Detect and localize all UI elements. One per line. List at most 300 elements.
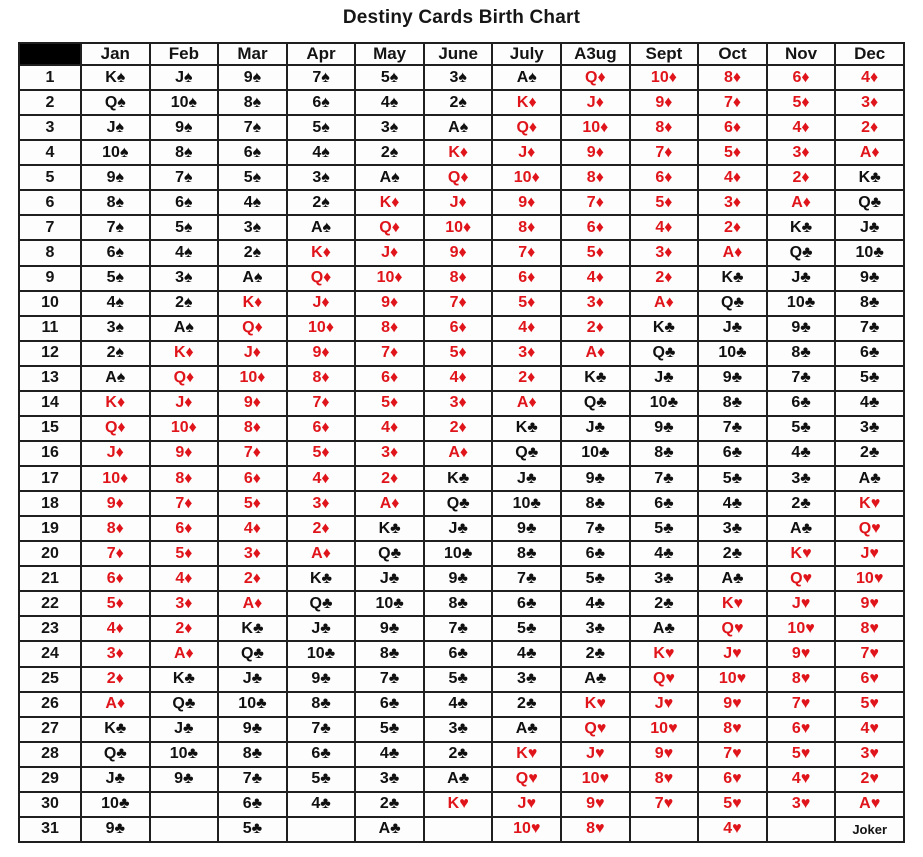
card-cell: 3♠ (355, 115, 424, 140)
card-cell: 3♥ (767, 792, 836, 817)
card-cell: 8♥ (630, 767, 699, 792)
day-label: 26 (19, 692, 81, 717)
card-cell: J♣ (561, 416, 630, 441)
table-row-day-30 (19, 792, 904, 817)
card-cell: 8♦ (698, 65, 767, 90)
card-cell: J♥ (767, 591, 836, 616)
card-cell: 6♠ (218, 140, 287, 165)
card-cell: J♦ (287, 291, 356, 316)
card-cell: 3♣ (561, 616, 630, 641)
card-cell: 8♠ (218, 90, 287, 115)
column-header-dec: Dec (835, 43, 904, 65)
card-cell: Q♣ (492, 441, 561, 466)
card-cell: A♠ (81, 366, 150, 391)
card-cell: 8♦ (424, 266, 493, 291)
card-cell: K♣ (492, 416, 561, 441)
page-title: Destiny Cards Birth Chart (342, 7, 581, 28)
column-header-sept: Sept (630, 43, 699, 65)
day-label: 8 (19, 240, 81, 265)
card-cell: 9♥ (630, 742, 699, 767)
day-label: 25 (19, 667, 81, 692)
empty-cell (424, 817, 493, 842)
card-cell: 7♦ (150, 491, 219, 516)
card-cell: 7♣ (287, 717, 356, 742)
empty-cell (287, 817, 356, 842)
card-cell: A♦ (150, 641, 219, 666)
card-cell: 8♦ (492, 215, 561, 240)
card-cell: 8♣ (492, 541, 561, 566)
card-cell: 9♥ (698, 692, 767, 717)
day-label: 31 (19, 817, 81, 842)
birth-chart-table (18, 42, 905, 843)
card-cell: 9♠ (150, 115, 219, 140)
card-cell: 4♦ (492, 316, 561, 341)
card-cell: Q♥ (767, 566, 836, 591)
card-cell: 8♦ (150, 466, 219, 491)
card-cell: 3♦ (835, 90, 904, 115)
card-cell: 7♠ (287, 65, 356, 90)
column-header-july: July (492, 43, 561, 65)
card-cell: 5♦ (81, 591, 150, 616)
card-cell: 6♥ (767, 717, 836, 742)
card-cell: 6♥ (835, 667, 904, 692)
card-cell: 5♠ (355, 65, 424, 90)
card-cell: 9♣ (835, 266, 904, 291)
card-cell: 7♦ (355, 341, 424, 366)
card-cell: 7♠ (218, 115, 287, 140)
card-cell: Q♥ (698, 616, 767, 641)
card-cell: K♣ (424, 466, 493, 491)
day-label: 20 (19, 541, 81, 566)
card-cell: Q♥ (492, 767, 561, 792)
card-cell: 9♣ (561, 466, 630, 491)
card-cell: A♠ (424, 115, 493, 140)
card-cell: 2♣ (561, 641, 630, 666)
card-cell: 4♦ (81, 616, 150, 641)
column-header-mar: Mar (218, 43, 287, 65)
card-cell: 7♦ (81, 541, 150, 566)
card-cell: K♥ (424, 792, 493, 817)
card-cell: 4♦ (767, 115, 836, 140)
card-cell: 5♠ (150, 215, 219, 240)
card-cell: 5♦ (355, 391, 424, 416)
card-cell: 6♣ (355, 692, 424, 717)
card-cell: 4♦ (355, 416, 424, 441)
card-cell: 7♦ (698, 90, 767, 115)
card-cell: 10♣ (698, 341, 767, 366)
card-cell: K♣ (561, 366, 630, 391)
card-cell: 5♠ (287, 115, 356, 140)
card-cell: J♣ (835, 215, 904, 240)
card-cell: 5♠ (218, 165, 287, 190)
card-cell: 6♦ (81, 566, 150, 591)
table-row-day-10 (19, 291, 904, 316)
card-cell: 8♦ (287, 366, 356, 391)
card-cell: 2♦ (630, 266, 699, 291)
card-cell: 8♠ (150, 140, 219, 165)
card-cell: A♠ (150, 316, 219, 341)
card-cell: 6♦ (698, 115, 767, 140)
day-label: 28 (19, 742, 81, 767)
card-cell: 6♣ (767, 391, 836, 416)
card-cell: 10♣ (355, 591, 424, 616)
card-cell: 3♣ (630, 566, 699, 591)
card-cell: 3♦ (698, 190, 767, 215)
card-cell: 4♥ (767, 767, 836, 792)
card-cell: A♦ (561, 341, 630, 366)
table-row-day-13 (19, 366, 904, 391)
table-row-day-3 (19, 115, 904, 140)
card-cell: 7♣ (355, 667, 424, 692)
card-cell: 9♥ (561, 792, 630, 817)
card-cell: 5♣ (355, 717, 424, 742)
card-cell: 2♦ (218, 566, 287, 591)
card-cell: Q♣ (698, 291, 767, 316)
card-cell: 2♦ (150, 616, 219, 641)
card-cell: 9♣ (630, 416, 699, 441)
card-cell: 7♣ (561, 516, 630, 541)
card-cell: 5♦ (698, 140, 767, 165)
table-row-day-23 (19, 616, 904, 641)
day-label: 7 (19, 215, 81, 240)
day-label: 17 (19, 466, 81, 491)
day-label: 22 (19, 591, 81, 616)
card-cell: 3♣ (355, 767, 424, 792)
card-cell: K♣ (835, 165, 904, 190)
card-cell: J♠ (150, 65, 219, 90)
card-cell: Q♦ (561, 65, 630, 90)
card-cell: 4♣ (492, 641, 561, 666)
card-cell: 10♥ (561, 767, 630, 792)
card-cell: Q♣ (287, 591, 356, 616)
card-cell: Q♠ (81, 90, 150, 115)
day-label: 18 (19, 491, 81, 516)
card-cell: 3♦ (630, 240, 699, 265)
table-body (19, 65, 904, 842)
card-cell: 2♣ (424, 742, 493, 767)
card-cell: K♥ (630, 641, 699, 666)
card-cell: J♠ (81, 115, 150, 140)
card-cell: 6♣ (698, 441, 767, 466)
card-cell: 3♦ (355, 441, 424, 466)
card-cell: J♦ (218, 341, 287, 366)
card-cell: 4♣ (835, 391, 904, 416)
card-cell: 3♣ (767, 466, 836, 491)
card-cell: 2♠ (355, 140, 424, 165)
card-cell: 3♦ (767, 140, 836, 165)
day-label: 23 (19, 616, 81, 641)
card-cell: J♥ (698, 641, 767, 666)
table-row-day-6 (19, 190, 904, 215)
card-cell: 9♠ (81, 165, 150, 190)
card-cell: 3♠ (81, 316, 150, 341)
card-cell: 7♦ (287, 391, 356, 416)
card-cell: 10♦ (218, 366, 287, 391)
card-cell: 7♦ (492, 240, 561, 265)
card-cell: J♦ (424, 190, 493, 215)
card-cell: 9♣ (767, 316, 836, 341)
card-cell: 2♦ (835, 115, 904, 140)
card-cell: A♠ (492, 65, 561, 90)
card-cell: 5♦ (150, 541, 219, 566)
card-cell: J♥ (561, 742, 630, 767)
card-cell: K♣ (698, 266, 767, 291)
card-cell: K♦ (424, 140, 493, 165)
column-header-apr: Apr (287, 43, 356, 65)
card-cell: 10♦ (492, 165, 561, 190)
card-cell: A♦ (835, 140, 904, 165)
card-cell: 9♣ (698, 366, 767, 391)
card-cell: 2♠ (81, 341, 150, 366)
table-row-day-17 (19, 466, 904, 491)
card-cell: 10♣ (81, 792, 150, 817)
card-cell: 10♣ (218, 692, 287, 717)
card-cell: Q♣ (81, 742, 150, 767)
card-cell: 4♦ (218, 516, 287, 541)
card-cell: 4♥ (835, 717, 904, 742)
card-cell: J♦ (492, 140, 561, 165)
table-row-day-26 (19, 692, 904, 717)
card-cell: 7♣ (218, 767, 287, 792)
card-cell: 6♣ (835, 341, 904, 366)
card-cell: 4♦ (150, 566, 219, 591)
day-label: 3 (19, 115, 81, 140)
card-cell: 10♠ (150, 90, 219, 115)
card-cell: 10♦ (81, 466, 150, 491)
table-row-day-1 (19, 65, 904, 90)
card-cell: K♣ (355, 516, 424, 541)
card-cell: 10♣ (287, 641, 356, 666)
card-cell: A♣ (698, 566, 767, 591)
card-cell: 10♣ (150, 742, 219, 767)
card-cell: 6♦ (355, 366, 424, 391)
card-cell: 2♦ (492, 366, 561, 391)
card-cell: Q♣ (767, 240, 836, 265)
card-cell: 8♠ (81, 190, 150, 215)
day-label: 14 (19, 391, 81, 416)
card-cell: 2♣ (355, 792, 424, 817)
day-label: 6 (19, 190, 81, 215)
table-row-day-25 (19, 667, 904, 692)
card-cell: 6♦ (150, 516, 219, 541)
card-cell: 6♣ (287, 742, 356, 767)
card-cell: A♦ (218, 591, 287, 616)
card-cell: 10♦ (150, 416, 219, 441)
day-label: 16 (19, 441, 81, 466)
card-cell: 4♥ (698, 817, 767, 842)
card-cell: 2♣ (630, 591, 699, 616)
card-cell: 10♥ (698, 667, 767, 692)
day-label: 2 (19, 90, 81, 115)
card-cell: 3♣ (835, 416, 904, 441)
card-cell: 3♥ (835, 742, 904, 767)
card-cell: 5♦ (630, 190, 699, 215)
card-cell: A♣ (630, 616, 699, 641)
table-row-day-7 (19, 215, 904, 240)
card-cell: 2♣ (835, 441, 904, 466)
card-cell: K♥ (835, 491, 904, 516)
card-cell: 10♣ (561, 441, 630, 466)
card-cell: J♣ (150, 717, 219, 742)
card-cell: Q♦ (218, 316, 287, 341)
day-label: 11 (19, 316, 81, 341)
card-cell: 6♥ (698, 767, 767, 792)
card-cell: 3♠ (150, 266, 219, 291)
empty-cell (630, 817, 699, 842)
card-cell: A♠ (287, 215, 356, 240)
card-cell: 4♣ (424, 692, 493, 717)
card-cell: 9♥ (835, 591, 904, 616)
card-cell: 8♣ (698, 391, 767, 416)
card-cell: 3♦ (561, 291, 630, 316)
card-cell: Q♦ (355, 215, 424, 240)
card-cell: 9♣ (492, 516, 561, 541)
card-cell: A♦ (492, 391, 561, 416)
table-row-day-31 (19, 817, 904, 842)
day-label: 29 (19, 767, 81, 792)
card-cell: 6♠ (150, 190, 219, 215)
card-cell: 4♦ (561, 266, 630, 291)
card-cell: 6♦ (561, 215, 630, 240)
card-cell: 3♠ (287, 165, 356, 190)
card-cell: Q♥ (835, 516, 904, 541)
card-cell: 7♠ (81, 215, 150, 240)
table-row-day-24 (19, 641, 904, 666)
table-row-day-5 (19, 165, 904, 190)
table-row-day-21 (19, 566, 904, 591)
card-cell: 5♣ (835, 366, 904, 391)
card-cell: 9♦ (150, 441, 219, 466)
card-cell: Q♦ (492, 115, 561, 140)
card-cell: 6♣ (630, 491, 699, 516)
card-cell: K♦ (492, 90, 561, 115)
card-cell: J♣ (492, 466, 561, 491)
card-cell: K♦ (81, 391, 150, 416)
card-cell: 5♣ (492, 616, 561, 641)
card-cell: 8♣ (355, 641, 424, 666)
card-cell: A♦ (698, 240, 767, 265)
card-cell: 8♥ (698, 717, 767, 742)
card-cell: 5♣ (630, 516, 699, 541)
day-label: 21 (19, 566, 81, 591)
card-cell: A♠ (355, 165, 424, 190)
card-cell: 9♣ (355, 616, 424, 641)
card-cell: 3♦ (492, 341, 561, 366)
table-row-day-11 (19, 316, 904, 341)
card-cell: 5♣ (698, 466, 767, 491)
card-cell: 7♦ (630, 140, 699, 165)
card-cell: 5♣ (424, 667, 493, 692)
card-cell: K♥ (767, 541, 836, 566)
card-cell: 10♣ (492, 491, 561, 516)
card-cell: 5♣ (287, 767, 356, 792)
table-row-day-12 (19, 341, 904, 366)
card-cell: 4♠ (355, 90, 424, 115)
card-cell: 6♦ (767, 65, 836, 90)
card-cell: K♦ (218, 291, 287, 316)
card-cell: 2♦ (81, 667, 150, 692)
card-cell: 3♦ (81, 641, 150, 666)
card-cell: J♣ (698, 316, 767, 341)
card-cell: 10♣ (767, 291, 836, 316)
card-cell: 10♦ (287, 316, 356, 341)
table-row-day-18 (19, 491, 904, 516)
card-cell: 6♦ (424, 316, 493, 341)
table-row-day-4 (19, 140, 904, 165)
card-cell: Q♦ (81, 416, 150, 441)
card-cell: 9♣ (81, 817, 150, 842)
card-cell: 8♣ (767, 341, 836, 366)
card-cell: 10♥ (492, 817, 561, 842)
card-cell: 9♦ (561, 140, 630, 165)
day-label: 12 (19, 341, 81, 366)
card-cell: A♠ (218, 266, 287, 291)
card-cell: K♥ (561, 692, 630, 717)
card-cell: 2♦ (355, 466, 424, 491)
card-cell: 2♥ (835, 767, 904, 792)
card-cell: 3♦ (287, 491, 356, 516)
table-row-day-9 (19, 266, 904, 291)
card-cell: 5♥ (835, 692, 904, 717)
card-cell: 2♣ (492, 692, 561, 717)
table-row-day-14 (19, 391, 904, 416)
card-cell: 3♦ (150, 591, 219, 616)
column-header-oct: Oct (698, 43, 767, 65)
card-cell: 10♥ (835, 566, 904, 591)
card-cell: 7♥ (630, 792, 699, 817)
card-cell: A♦ (81, 692, 150, 717)
card-cell: 10♦ (561, 115, 630, 140)
card-cell: Q♣ (630, 341, 699, 366)
empty-cell (767, 817, 836, 842)
card-cell: Q♣ (424, 491, 493, 516)
card-cell: K♣ (767, 215, 836, 240)
card-cell: K♣ (630, 316, 699, 341)
card-cell: 5♦ (492, 291, 561, 316)
table-row-day-15 (19, 416, 904, 441)
card-cell: K♣ (81, 717, 150, 742)
card-cell: 6♦ (492, 266, 561, 291)
column-header-nov: Nov (767, 43, 836, 65)
card-cell: 4♠ (287, 140, 356, 165)
card-cell: K♦ (150, 341, 219, 366)
card-cell: J♦ (355, 240, 424, 265)
card-cell: 10♦ (424, 215, 493, 240)
card-cell: 6♠ (81, 240, 150, 265)
card-cell: 4♦ (287, 466, 356, 491)
card-cell: A♦ (287, 541, 356, 566)
empty-cell (150, 817, 219, 842)
card-cell: 2♣ (698, 541, 767, 566)
card-cell: 7♥ (767, 692, 836, 717)
card-cell: 8♣ (424, 591, 493, 616)
card-cell: 5♣ (767, 416, 836, 441)
card-cell: 8♣ (287, 692, 356, 717)
card-cell: 9♦ (492, 190, 561, 215)
card-cell: 2♦ (561, 316, 630, 341)
card-cell: 4♦ (835, 65, 904, 90)
joker-cell: Joker (835, 817, 904, 842)
card-cell: 4♣ (698, 491, 767, 516)
card-cell: 9♦ (630, 90, 699, 115)
card-cell: 9♣ (150, 767, 219, 792)
day-label: 1 (19, 65, 81, 90)
card-cell: 2♦ (698, 215, 767, 240)
card-cell: K♥ (698, 591, 767, 616)
day-label: 24 (19, 641, 81, 666)
card-cell: 9♦ (424, 240, 493, 265)
table-row-day-16 (19, 441, 904, 466)
